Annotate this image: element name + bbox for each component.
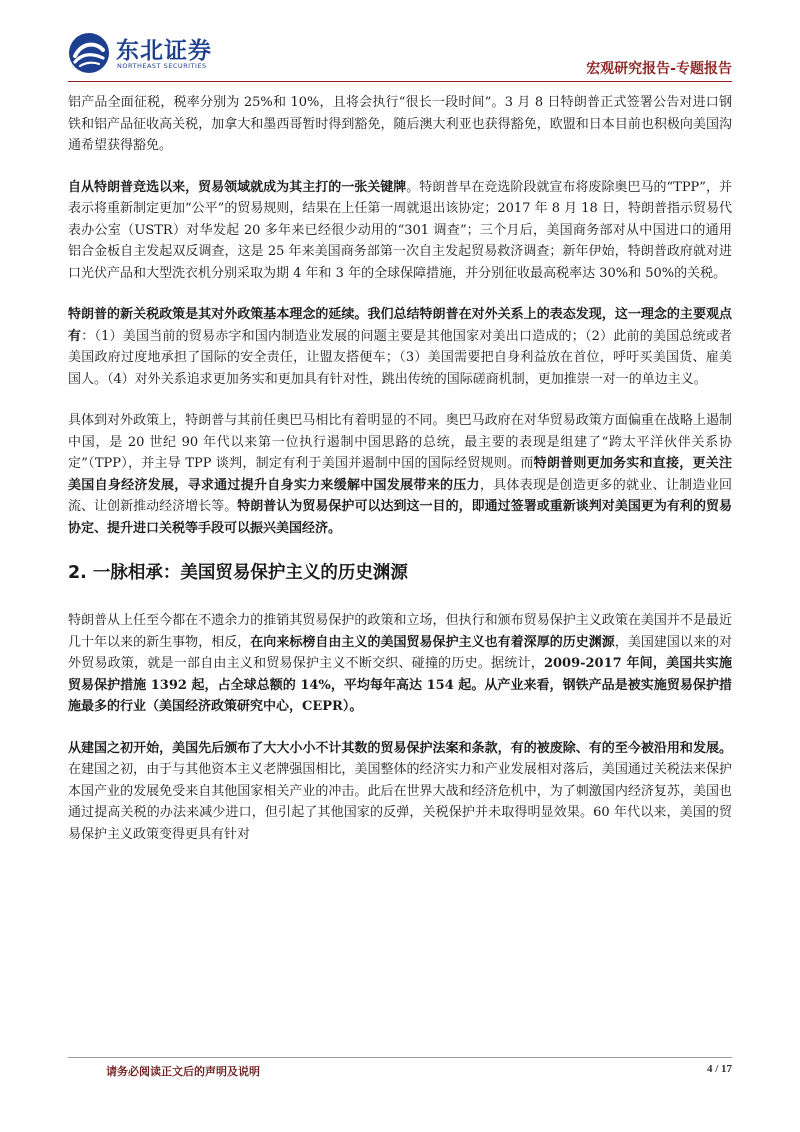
disclaimer-note: 请务必阅读正文后的声明及说明 — [106, 1065, 260, 1078]
section-heading: 2. 一脉相承：美国贸易保护主义的历史渊源 — [68, 563, 408, 583]
paragraph-6-text: 在建国之初，由于与其他资本主义老牌强国相比，美国整体的经济实力和产业发展相对落后，美国通过关税法来保护本国产业的发展免受来自其他国家相关产业的冲击。此后在世界大战和经济危机中，为了刺激国内经济复苏，美国也通过提高关税的办法来减少进口，但引起了其他国家的反弹，关税保护并未取得明显效果。60 年代以来，美国的贸易保护主义政策变得更具有针对 — [68, 762, 732, 842]
paragraph-5 — [68, 610, 732, 718]
paragraph-5-emphasis-b: 在向来标榜自由主义的美国贸易保护主义也有着深厚的历史渊源 — [250, 634, 615, 650]
paragraph-3-text: ：（1）美国当前的贸易赤字和国内制造业发展的问题主要是其他国家对美出口造成的；（2）此前的美国总统或者美国政府过度地承担了国际的安全责任，让盟友搭便车；（3）美国需要把自身利益放在首位，呼吁买美国货、雇美国人。（4）对外关系追求更加务实和更加具有针对性，跳出传统的国际磋商机制，更加推崇一对一的单边主义。 — [68, 328, 732, 387]
footer-divider — [68, 1057, 732, 1058]
paragraph-5-text-a: 特朗普从上任至今都在不遗余力的推销其贸易保护的政策和立场，但执行和颁布贸易保护主义政策在美国并不是最近几十年以来的新生事物，相反， — [68, 613, 732, 650]
paragraph-4-emphasis-d: 特朗普认为贸易保护可以达到这一目的，即通过签署或重新谈判对美国更为有利的贸易协定、提升进口关税等手段可以振兴美国经济。 — [68, 499, 732, 536]
paragraph-3 — [68, 304, 732, 390]
logo-english-name: NORTHEAST SECURITIES — [117, 62, 207, 70]
paragraph-4-emphasis-b: 特朗普则更加务实和直接，更关注美国自身经济发展，寻求通过提升自身实力来缓解中国发展带来的压力 — [68, 456, 732, 493]
paragraph-2 — [68, 177, 732, 285]
paragraph-4 — [68, 410, 732, 539]
paragraph-1 — [68, 92, 732, 157]
page-number: 4 / 17 — [706, 1063, 732, 1075]
paragraph-4-text-c: ，具体表现是创造更多的就业、让制造业回流、让创新推动经济增长等。 — [68, 477, 732, 514]
report-type-label: 宏观研究报告-专题报告 — [586, 61, 732, 77]
document-body — [68, 92, 732, 865]
paragraph-3-lead: 特朗普的新关税政策是其对外政策基本理念的延续。我们总结特朗普在对外关系上的表态发现，这一理念的主要观点有 — [68, 307, 732, 344]
paragraph-4-text-a: 具体到对外政策上，特朗普与其前任奥巴马相比有着明显的不同。奥巴马政府在对华贸易政策方面偏重在战略上遏制中国，是 20 世纪 90 年代以来第一位执行遏制中国思路的总统，最主要的表现是组建了“跨太平洋伙伴关系协定”（TPP），并主导 TPP 谈判，制定有利于美国并遏制中国的国际经贸规则。而 — [68, 413, 732, 471]
paragraph-6 — [68, 738, 732, 846]
northeast-securities-logo-icon — [68, 32, 110, 74]
paragraph-2-text: 。特朗普早在竞选阶段就宣布将废除奥巴马的“TPP”，并表示将重新制定更加“公平”的贸易规则，结果在上任第一周就退出该协定；2017 年 8 月 18 日，特朗普指示贸易代表办公室（USTR）对华发起 20 多年来已经很少动用的“301 调查”；三个月后，美国商务部对从中国进口的通用铝合金板自主发起双反调查，这是 25 年来美国商务部第一次自主发起贸易救济调查；新年伊始，特朗普政府就对进口光伏产品和大型洗衣机分别采取为期 4 年和 3 年的全球保障措施，并分别征收最高税率达 30%和 50%的关税。 — [68, 179, 732, 281]
page-header — [68, 30, 732, 82]
paragraph-1-text: 铝产品全面征税，税率分别为 25%和 10%，且将会执行“很长一段时间”。3 月 8 日特朗普正式签署公告对进口钢铁和铝产品征收高关税，加拿大和墨西哥暂时得到豁免，随后澳大利亚也获得豁免，欧盟和日本目前也积极向美国沟通希望获得豁免。 — [68, 95, 732, 153]
paragraph-5-emphasis-d: 2009-2017 年间，美国共实施贸易保护措施 1392 起，占全球总额的 14%，平均每年高达 154 起。从产业来看，钢铁产品是被实施贸易保护措施最多的行业（美国经济政策研究中心，CEPR）。 — [68, 656, 732, 714]
paragraph-5-text-c: ，美国建国以来的对外贸易政策，就是一部自由主义和贸易保护主义不断交织、碰撞的历史。据统计， — [68, 634, 732, 671]
logo-chinese-name: 东北证券 — [116, 38, 212, 64]
paragraph-6-lead: 从建国之初开始，美国先后颁布了大大小小不计其数的贸易保护法案和条款，有的被废除、有的至今被沿用和发展。 — [68, 740, 732, 756]
header-divider — [68, 81, 732, 82]
paragraph-2-lead: 自从特朗普竞选以来，贸易领域就成为其主打的一张关键牌 — [68, 179, 407, 195]
